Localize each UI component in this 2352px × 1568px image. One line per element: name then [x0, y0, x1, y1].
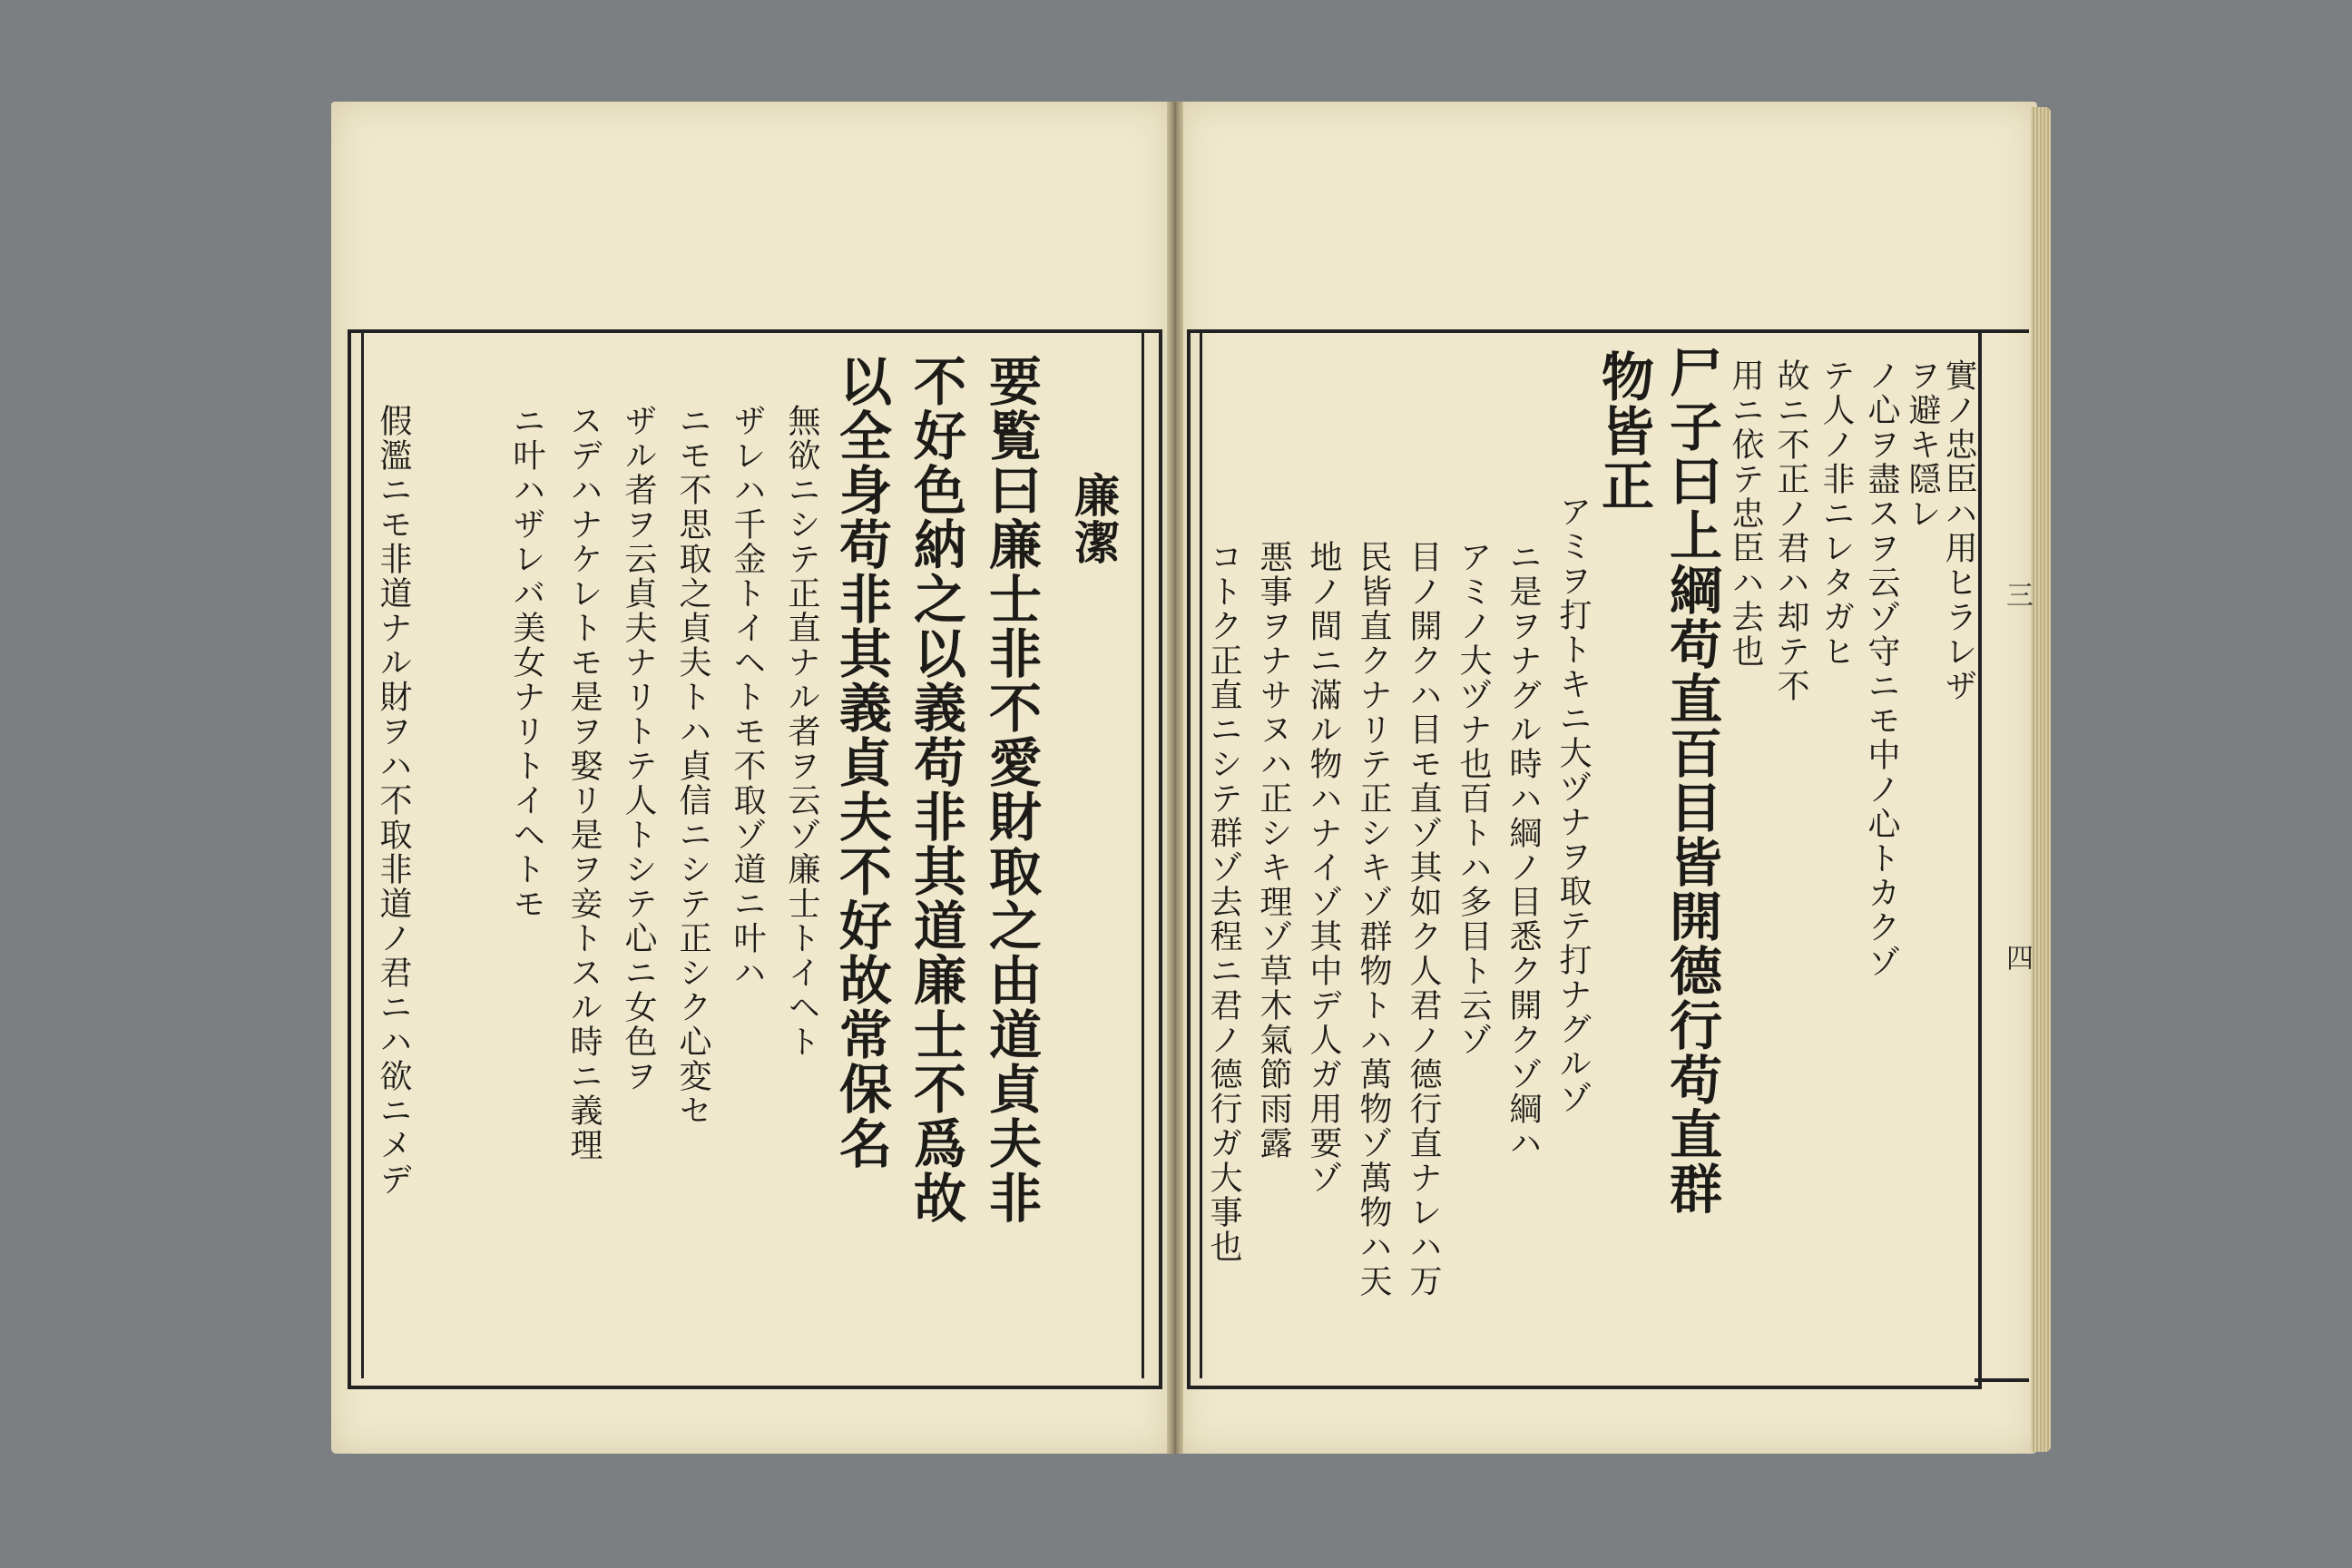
quote-heading-col-2: 物皆正 — [1592, 349, 1654, 513]
main-text-col-1: 要覧曰廉士非不愛財取之由道貞夫非 — [980, 354, 1042, 1225]
right-commentary-col-1: アミヲ打トキニ大ヅナヲ取テ打ナグルゾ — [1554, 495, 1592, 1115]
commentary-col-3: ニモ不思取之貞夫トハ貞信ニシテ正シク心変セ — [674, 404, 711, 1128]
right-frame-inner-line — [1200, 333, 1202, 1378]
book-gutter — [1167, 102, 1183, 1454]
right-commentary-col-3: アミノ大ヅナ也百トハ多目ト云ゾ — [1455, 540, 1492, 1057]
top-col-5: 故ニ不正ノ君ハ却テ不 — [1772, 358, 1809, 703]
right-commentary-col-8: コトク正直ニシテ群ゾ去程ニ君ノ德行ガ大事也 — [1205, 540, 1242, 1264]
main-text-col-2: 不好色納之以義苟非其道廉士不爲故 — [905, 354, 966, 1225]
commentary-col-1: 無欲ニシテ正直ナル者ヲ云ゾ廉士トイヘト — [783, 404, 820, 1059]
right-commentary-col-2: ニ是ヲナグル時ハ綱ノ目悉ク開クゾ綱ハ — [1504, 540, 1542, 1161]
folio-number-3: 三 — [2001, 581, 2033, 608]
right-commentary-col-7: 悪事ヲナサヌハ正シキ理ゾ草木氣節雨露 — [1255, 540, 1292, 1161]
commentary-col-2: ザレハ千金トイヘトモ不取ゾ道ニ叶ハ — [729, 404, 766, 990]
right-commentary-col-4: 目ノ開クハ目モ直ゾ其如ク人君ノ德行直ナレハ万 — [1405, 540, 1442, 1298]
top-col-3: ノ心ヲ盡スヲ云ゾ守ニモ中ノ心トカクゾ — [1863, 358, 1900, 979]
left-frame-inner-line-right — [1142, 333, 1144, 1378]
section-title: 廉潔 — [1067, 472, 1121, 566]
commentary-col-4: ザル者ヲ云貞夫ナリトテ人トシテ心ニ女色ヲ — [620, 404, 657, 1093]
top-col-4: テ人ノ非ニレタガヒ — [1818, 358, 1855, 669]
top-col-1: 實ノ忠臣ハ用ヒラレザ — [1940, 358, 1977, 703]
quote-heading-col-1: 尸子曰上綱苟直百目皆開德行苟直群 — [1661, 345, 1722, 1216]
right-top-rule — [1975, 329, 2029, 333]
page-edges — [2031, 107, 2051, 1452]
top-col-2: ヲ避キ隠レ — [1904, 358, 1941, 531]
right-commentary-col-5: 民皆直クナリテ正シキゾ群物トハ萬物ゾ萬物ハ天 — [1355, 540, 1392, 1298]
top-col-6: 用ニ依テ忠臣ハ去也 — [1727, 358, 1764, 669]
right-bottom-rule — [1975, 1378, 2029, 1382]
commentary-col-5: スデハナケレトモ是ヲ娶リ是ヲ妾トスル時ニ義理 — [565, 404, 603, 1162]
commentary-col-6: ニ叶ハザレバ美女ナリトイヘトモ — [508, 404, 545, 921]
commentary-col-7: 假濫ニモ非道ナル財ヲハ不取非道ノ君ニハ欲ニメデ — [375, 404, 412, 1197]
right-commentary-col-6: 地ノ間ニ滿ル物ハナイゾ其中デ人ガ用要ゾ — [1305, 540, 1342, 1195]
folio-number-4: 四 — [2001, 944, 2033, 971]
left-frame-inner-line — [361, 333, 364, 1378]
main-text-col-3: 以全身苟非其義貞夫不好故常保名 — [830, 354, 892, 1171]
